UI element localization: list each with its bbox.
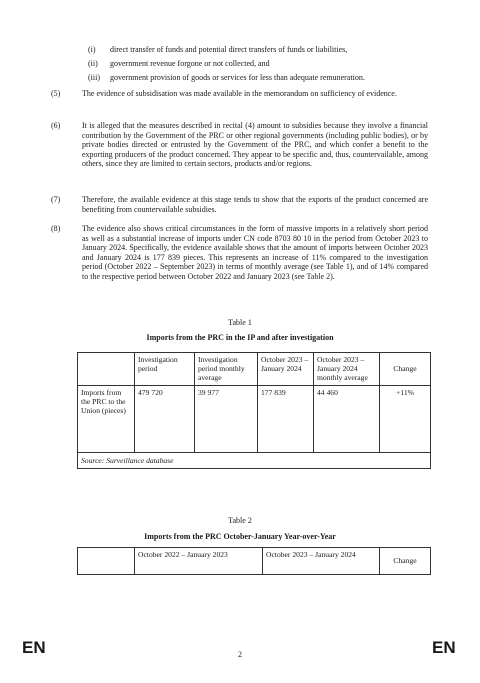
table-header-cell: October 2023 – January 2024 xyxy=(258,353,314,386)
table-cell: 44 460 xyxy=(314,385,380,452)
recital-text: The evidence of subsidisation was made available in the memorandum on sufficiency of evidence. xyxy=(82,89,397,98)
subitem-iii xyxy=(88,73,365,83)
table-header-cell: October 2022 – January 2023 xyxy=(135,548,263,575)
recital-8 xyxy=(51,224,428,282)
recital-5 xyxy=(51,89,428,99)
recital-number: (6) xyxy=(51,121,61,130)
table-cell: 39 977 xyxy=(195,385,258,452)
subitem-ii xyxy=(88,59,270,69)
recital-7 xyxy=(51,195,428,214)
table2-label: Table 2 xyxy=(228,516,252,525)
table1-label: Table 1 xyxy=(228,318,252,327)
recital-number: (5) xyxy=(51,89,61,98)
table-header-cell: Investigation period xyxy=(135,353,195,386)
table-cell: 479 720 xyxy=(135,385,195,452)
table-header-cell: October 2023 – January 2024 xyxy=(263,548,380,575)
recital-number: (8) xyxy=(51,224,61,233)
table-row xyxy=(78,385,431,452)
recital-number: (7) xyxy=(51,195,61,204)
table-header-row xyxy=(78,353,431,386)
language-label-left: EN xyxy=(22,638,46,657)
recital-text: It is alleged that the measures described in recital (4) amount to subsidies because they involve a financial contribution by the Government of the PRC or other regional governments (including public bodies), or by private bodies directed or entrusted by the Government of the PRC, and which confer a benefit to the exporting producers of the product concerned. They appear to be specific and, thus, countervailable, among others, since they are limited to certain sectors, products and/or regions. xyxy=(82,121,428,169)
table-header-cell: Investigation period monthly average xyxy=(195,353,258,386)
subitem-i xyxy=(88,45,347,55)
table1-title: Imports from the PRC in the IP and after investigation xyxy=(146,333,334,342)
language-label-right: EN xyxy=(432,638,456,657)
subitem-text: government provision of goods or services for less than adequate remuneration. xyxy=(110,73,365,82)
recital-text: The evidence also shows critical circumstances in the form of massive imports in a relatively short period as well as a substantial increase of imports under CN code 8703 80 10 in the period from October 2023 to January 2024. Specifically, the evidence available shows that the amount of imports between October 2023 and January 2024 is 177 839 pieces. This represents an increase of 11% compared to the investigation period (October 2022 – September 2023) in terms of monthly average (see Table 1), and of 14% compared to the respective period between October 2022 and January 2023 (see Table 2). xyxy=(82,224,428,281)
table-cell: 177 839 xyxy=(258,385,314,452)
table-header-cell: October 2023 – January 2024 monthly average xyxy=(314,353,380,386)
table2 xyxy=(77,547,431,575)
table-row-label: Imports from the PRC to the Union (pieces) xyxy=(78,385,135,452)
table1 xyxy=(77,352,431,469)
table-header-empty xyxy=(78,353,135,386)
table2-title: Imports from the PRC October-January Year-over-Year xyxy=(144,532,336,541)
subitem-number: (iii) xyxy=(88,73,100,82)
table-source-row xyxy=(78,452,431,468)
table-header-row xyxy=(78,548,431,575)
recital-text: Therefore, the available evidence at this stage tends to show that the exports of the product concerned are benefiting from countervailable subsidies. xyxy=(82,195,428,214)
subitem-number: (i) xyxy=(88,45,96,54)
subitem-text: direct transfer of funds and potential direct transfers of funds or liabilities, xyxy=(110,45,348,54)
table-header-cell: Change xyxy=(380,353,431,386)
subitem-text: government revenue forgone or not collected, and xyxy=(110,59,270,68)
subitem-number: (ii) xyxy=(88,59,98,68)
table-source: Source: Surveillance database xyxy=(78,452,431,468)
recital-6 xyxy=(51,121,428,169)
table-header-empty xyxy=(78,548,135,575)
table-header-cell: Change xyxy=(380,548,431,575)
page-number: 2 xyxy=(238,650,242,659)
table-cell: +11% xyxy=(380,385,431,452)
